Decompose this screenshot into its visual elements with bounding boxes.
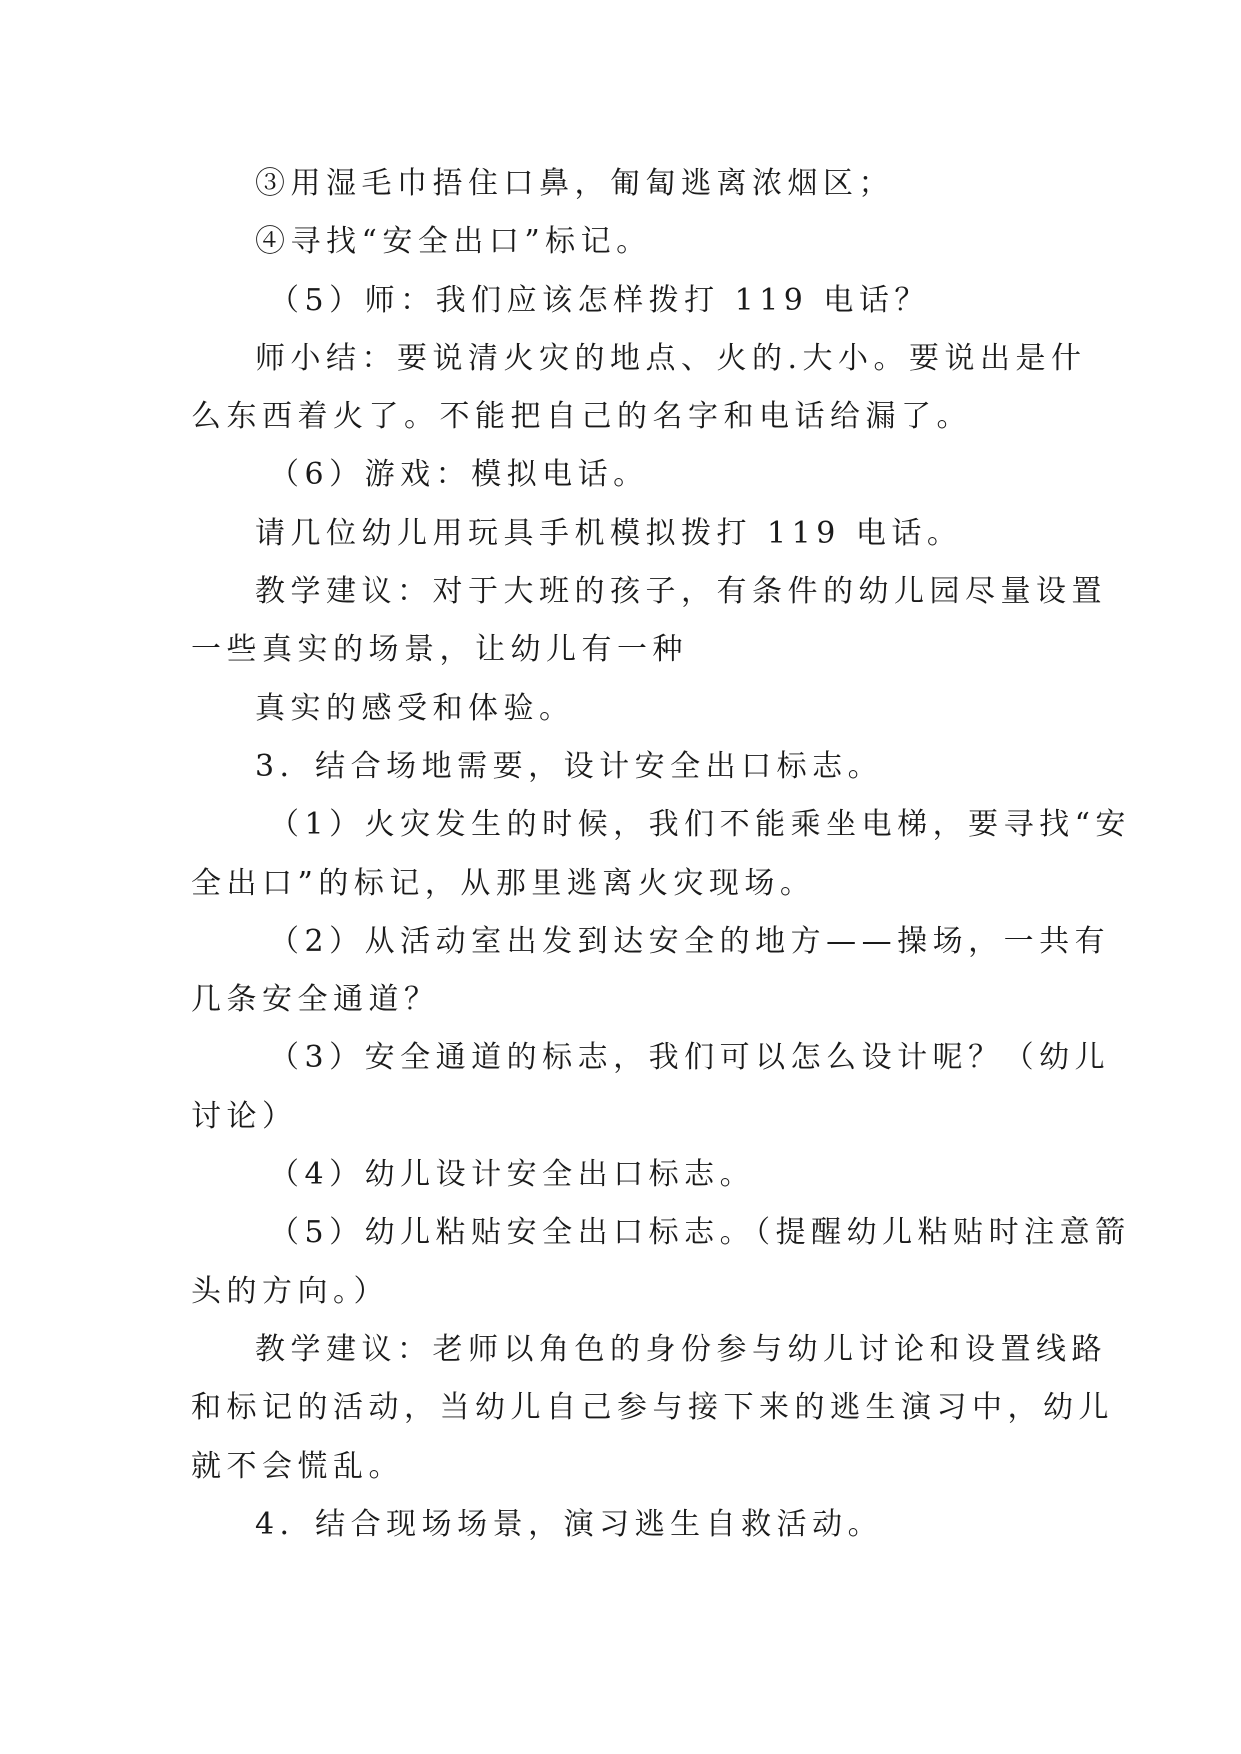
text-line: 几条安全通道？ xyxy=(191,982,440,1018)
text-line: 3．结合场地需要，设计安全出口标志。 xyxy=(255,748,884,784)
text-line: （1）火灾发生的时候，我们不能乘坐电梯，要寻找“安 xyxy=(269,807,1131,843)
text-line: （2）从活动室出发到达安全的地方——操场，一共有 xyxy=(269,923,1111,959)
text-line: 全出口”的标记，从那里逃离火灾现场。 xyxy=(191,865,816,901)
text-line: 就不会慌乱。 xyxy=(191,1448,404,1484)
text-line: （4）幼儿设计安全出口标志。 xyxy=(269,1157,756,1193)
text-line: （3）安全通道的标志，我们可以怎么设计呢？（幼儿 xyxy=(269,1040,1111,1076)
text-line: （5）师：我们应该怎样拨打 119 电话？ xyxy=(269,282,930,318)
text-line: （6）游戏：模拟电话。 xyxy=(269,457,649,493)
text-line: ④寻找“安全出口”标记。 xyxy=(255,224,652,260)
text-line: ③用湿毛巾捂住口鼻，匍匐逃离浓烟区； xyxy=(255,166,894,201)
text-line: 真实的感受和体验。 xyxy=(255,690,575,726)
text-line: （5）幼儿粘贴安全出口标志。（提醒幼儿粘贴时注意箭 xyxy=(269,1215,1131,1251)
text-line: 教学建议：对于大班的孩子，有条件的幼儿园尽量设置 xyxy=(255,574,1107,610)
text-line: 头的方向。） xyxy=(191,1273,389,1309)
text-line: 4．结合现场场景，演习逃生自救活动。 xyxy=(255,1506,884,1542)
text-line: 和标记的活动，当幼儿自己参与接下来的逃生演习中，幼儿 xyxy=(191,1390,1114,1426)
text-line: 师小结：要说清火灾的地点、火的.大小。要说出是什 xyxy=(255,340,1087,376)
text-line: 讨论） xyxy=(191,1098,298,1134)
document-body xyxy=(191,155,1131,1554)
text-line: 请几位幼儿用玩具手机模拟拨打 119 电话。 xyxy=(255,515,963,551)
text-line: 教学建议：老师以角色的身份参与幼儿讨论和设置线路 xyxy=(255,1331,1107,1367)
text-line: 一些真实的场景，让幼儿有一种 xyxy=(191,632,688,668)
text-line: 么东西着火了。不能把自己的名字和电话给漏了。 xyxy=(191,399,972,435)
